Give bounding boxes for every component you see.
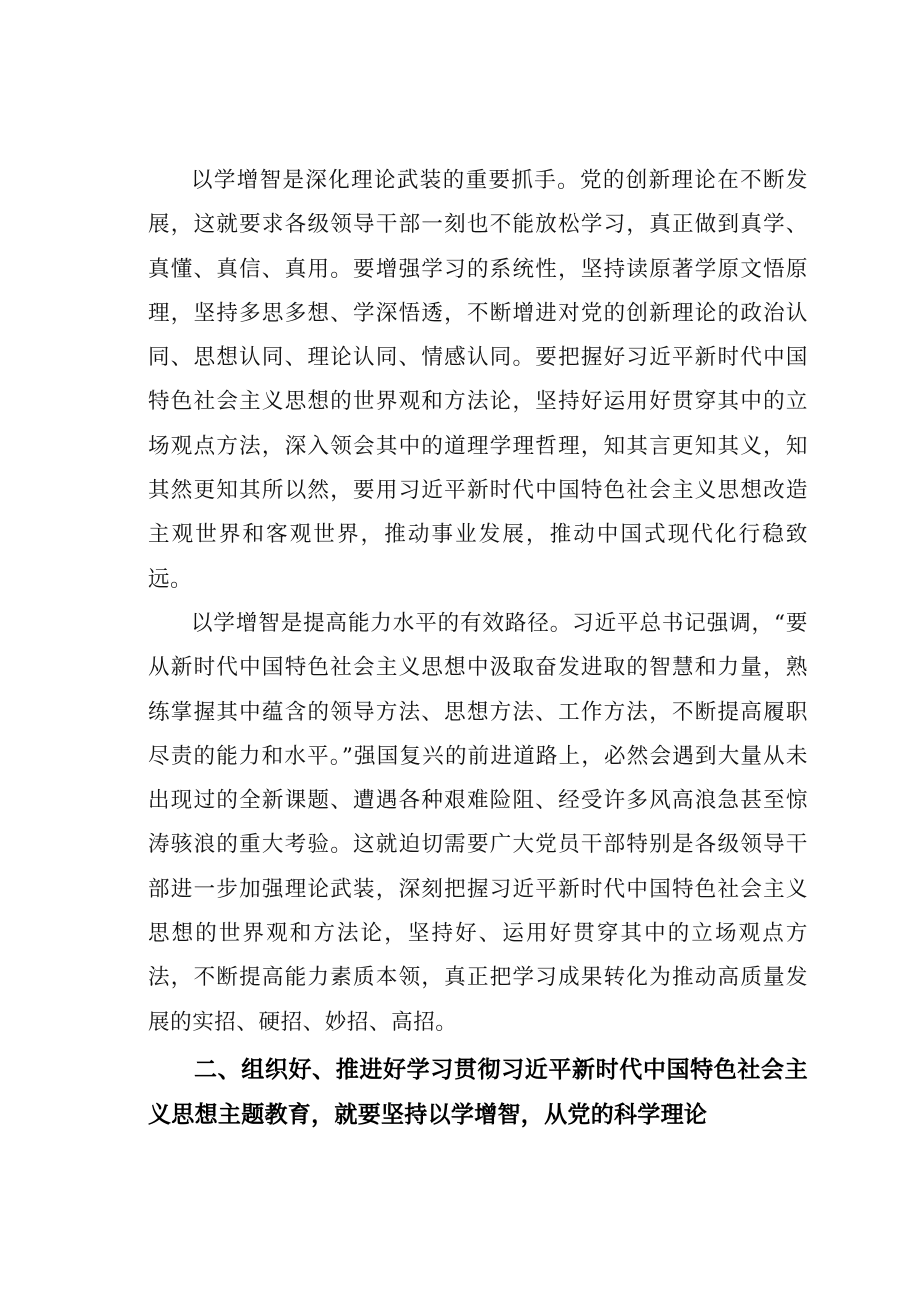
body-paragraph-1: 以学增智是深化理论武装的重要抓手。党的创新理论在不断发展，这就要求各级领导干部一刻也不能放松学习，真正做到真学、真懂、真信、真用。要增强学习的系统性，坚持读原著学原文悟原理，坚持多思多想、学深悟透，不断增进对党的创新理论的政治认同、思想认同、理论认同、情感认同。要把握好习近平新时代中国特色社会主义思想的世界观和方法论，坚持好运用好贯穿其中的立场观点方法，深入领会其中的道理学理哲理，知其言更知其义，知其然更知其所以然，要用习近平新时代中国特色社会主义思想改造主观世界和客观世界，推动事业发展，推动中国式现代化行稳致远。 xyxy=(148,168,808,592)
document-body xyxy=(148,159,808,1138)
section-heading: 二、组织好、推进好学习贯彻习近平新时代中国特色社会主义思想主题教育，就要坚持以学增智，从党的科学理论 xyxy=(148,1056,808,1128)
body-paragraph-2: 以学增智是提高能力水平的有效路径。习近平总书记强调，“要从新时代中国特色社会主义思想中汲取奋发进取的智慧和力量，熟练掌握其中蕴含的领导方法、思想方法、工作方法，不断提高履职尽责的能力和水平。”强国复兴的前进道路上，必然会遇到大量从未出现过的全新课题、遭遇各种艰难险阻、经受许多风高浪急甚至惊涛骇浪的重大考验。这就迫切需要广大党员干部特别是各级领导干部进一步加强理论武装，深刻把握习近平新时代中国特色社会主义思想的世界观和方法论，坚持好、运用好贯穿其中的立场观点方法，不断提高能力素质本领，真正把学习成果转化为推动高质量发展的实招、硬招、妙招、高招。 xyxy=(148,610,808,1035)
